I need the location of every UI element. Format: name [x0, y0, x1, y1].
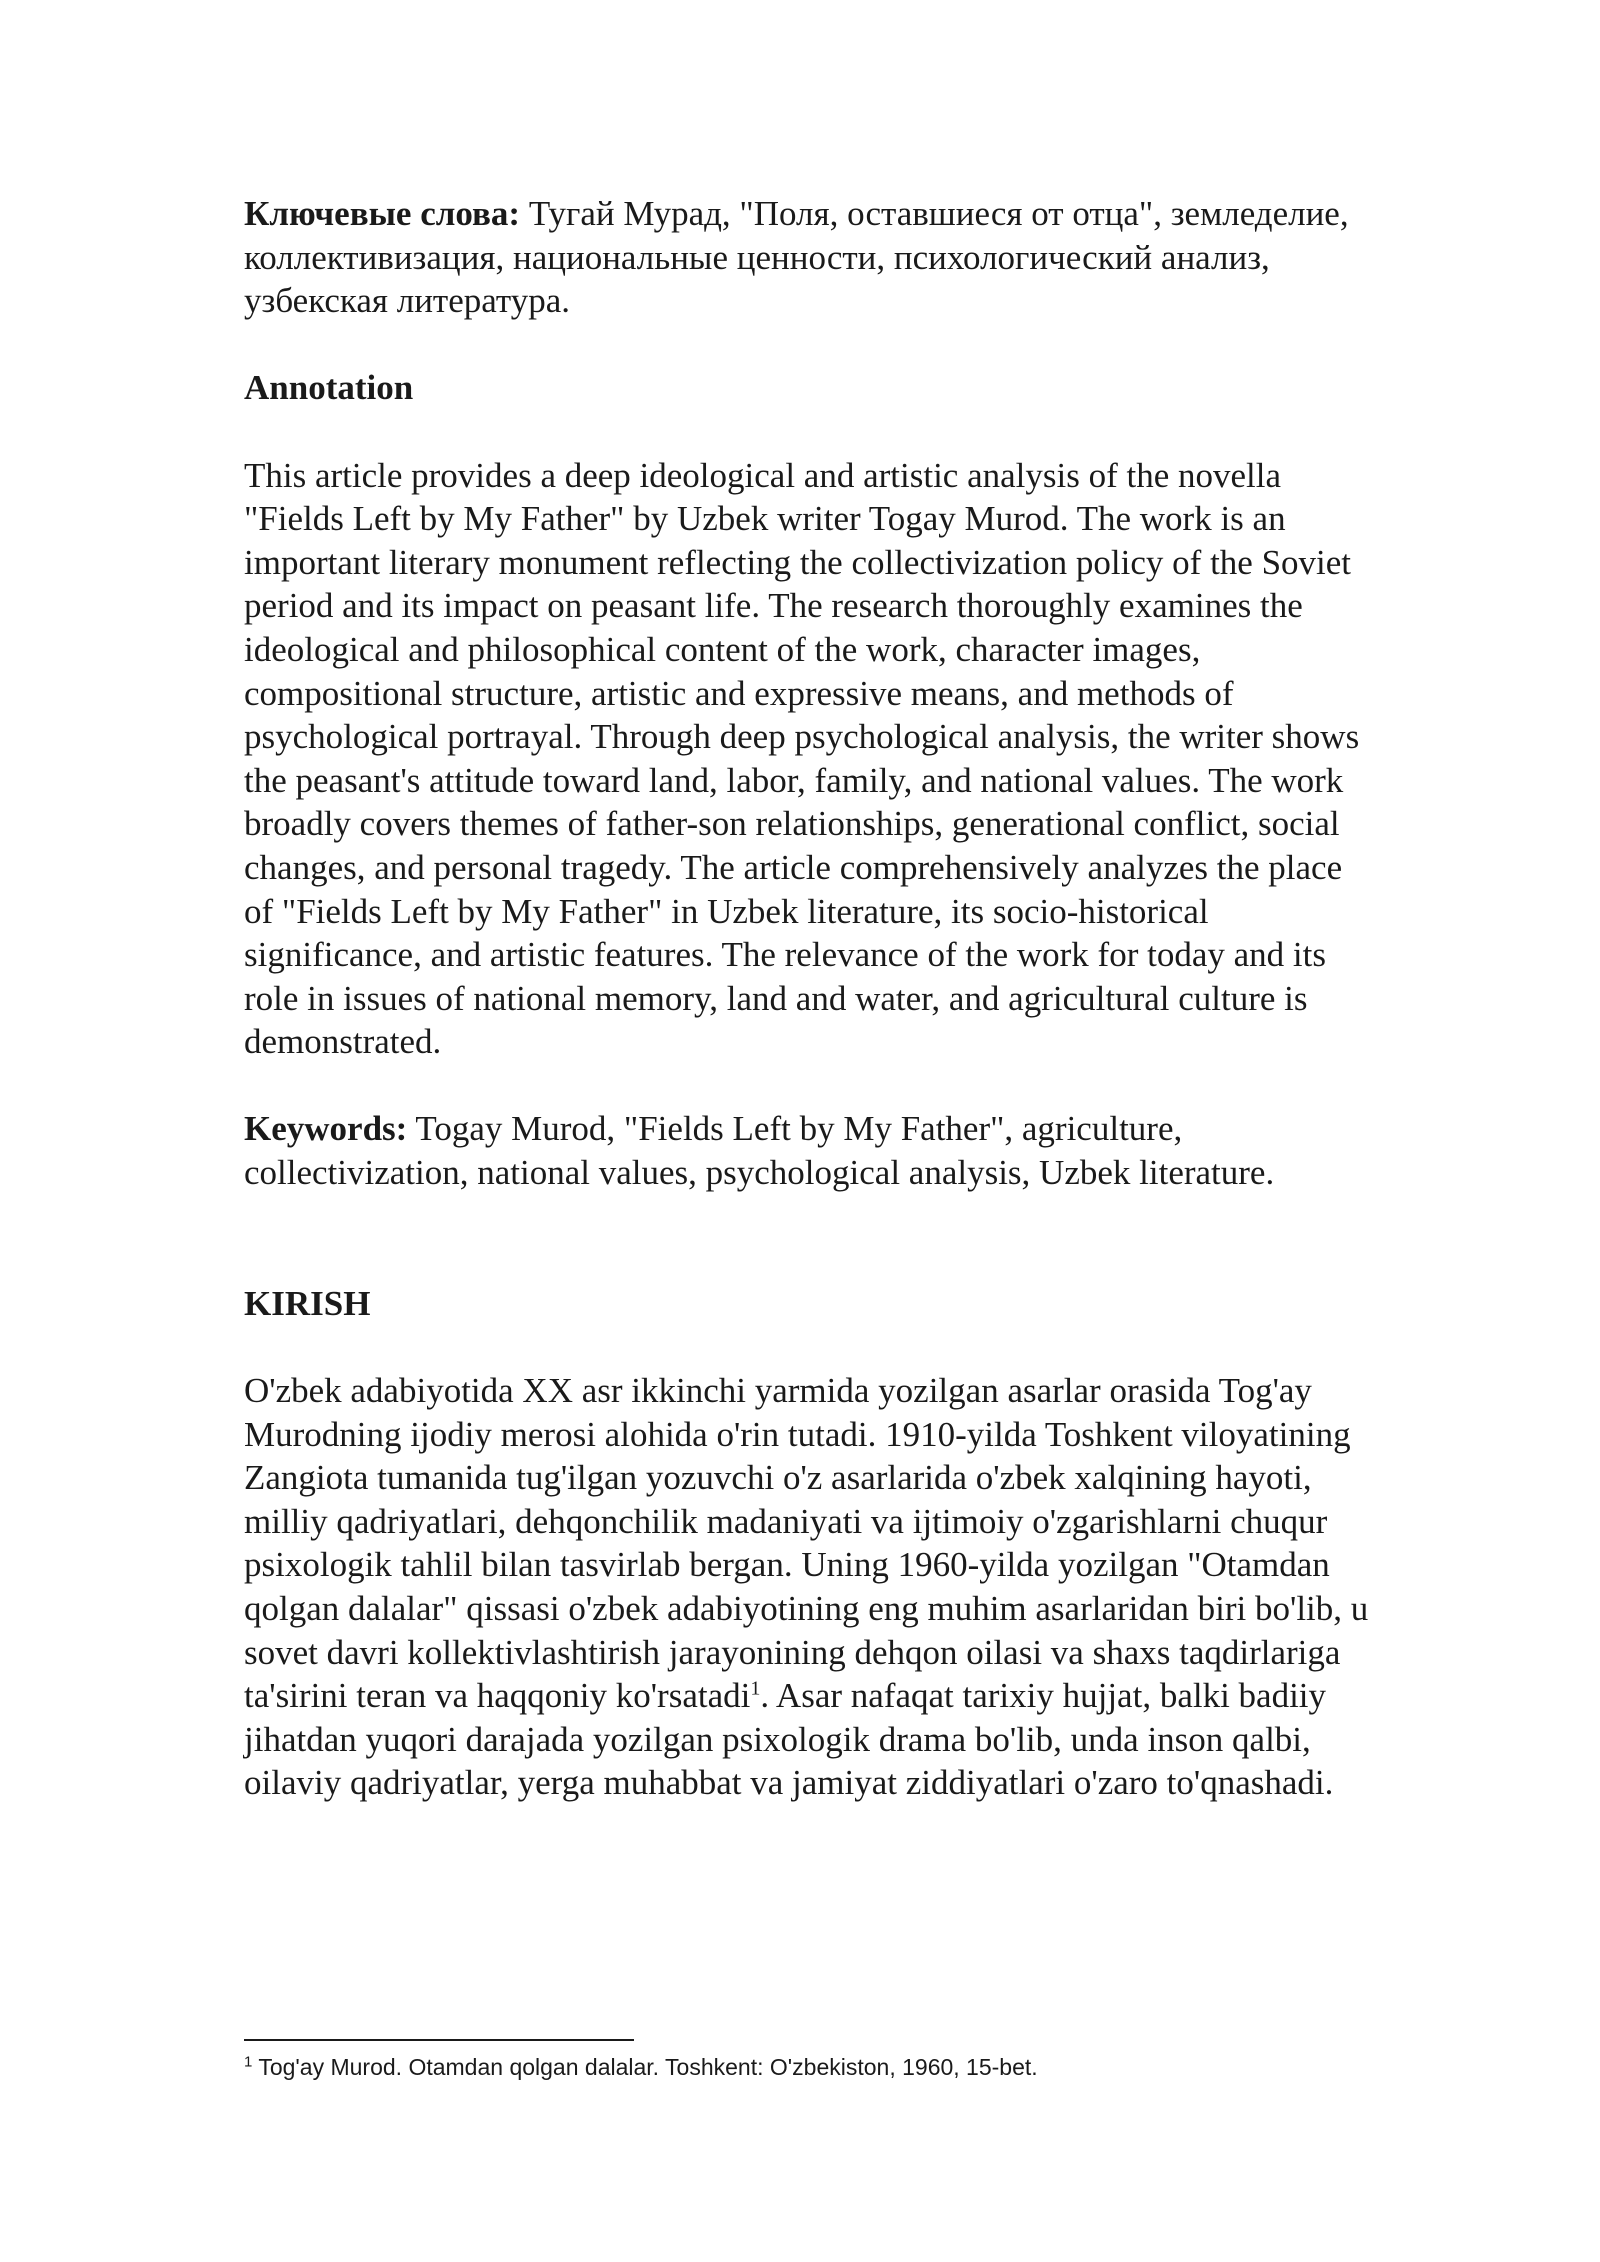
english-keywords-paragraph — [244, 1107, 1374, 1194]
spacer — [244, 1195, 1374, 1282]
kirish-body-part1: O'zbek adabiyotida XX asr ikkinchi yarmida yozilgan asarlar orasida Tog'ay Murodning ijodiy merosi alohida o'rin tutadi. 1910-yilda Toshkent viloyatining Zangiota tumanida tug'ilgan yozuvchi o'z asarlarida o'zbek xalqining hayoti, milliy qadriyatlari, dehqonchilik madaniyati va ijtimoiy o'zgarishlarni chuqur psixologik tahlil bilan tasvirlab bergan. Uning 1960-yilda yozilgan "Otamdan qolgan dalalar" qissasi o'zbek adabiyotining eng muhim asarlaridan biri bo'lib, u sovet davri kollektivlashtirish jarayonining dehqon oilasi va shaxs taqdirlariga ta'sirini teran va haqqoniy ko'rsatadi — [244, 1371, 1369, 1716]
footnote-separator — [244, 2039, 634, 2041]
english-keywords-text: Togay Murod, "Fields Left by My Father", agriculture, collectivization, national values, psychological analysis, Uzbek literature. — [244, 1109, 1275, 1193]
footnote — [244, 2052, 1374, 2082]
spacer — [244, 323, 1374, 367]
page-content — [244, 192, 1374, 1805]
kirish-heading: KIRISH — [244, 1283, 371, 1323]
footnote-reference[interactable]: 1 — [750, 1677, 761, 1700]
russian-keywords-text: Тугай Мурад, "Поля, оставшиеся от отца", земледелие, коллективизация, национальные ценности, психологический анализ, узбекская литература. — [244, 194, 1349, 321]
annotation-body: This article provides a deep ideological and artistic analysis of the novella "Fields Left by My Father" by Uzbek writer Togay Murod. The work is an important literary monument reflecting the collectivization policy of the Soviet period and its impact on peasant life. The research thoroughly examines the ideological and philosophical content of the work, character images, compositional structure, artistic and expressive means, and methods of psychological portrayal. Through deep psychological analysis, the writer shows the peasant's attitude toward land, labor, family, and national values. The work broadly covers themes of father-son relationships, generational conflict, social changes, and personal tragedy. The article comprehensively analyzes the place of "Fields Left by My Father" in Uzbek literature, its socio-historical significance, and artistic features. The relevance of the work for today and its role in issues of national memory, land and water, and agricultural culture is demonstrated. — [244, 455, 1360, 1062]
spacer — [244, 1325, 1374, 1369]
spacer — [244, 1064, 1374, 1108]
spacer — [244, 410, 1374, 454]
footnote-number: 1 — [244, 2053, 253, 2071]
kirish-body — [244, 1369, 1374, 1805]
english-keywords-label: Keywords: — [244, 1109, 408, 1149]
footnote-text: Tog'ay Murod. Otamdan qolgan dalalar. Toshkent: O'zbekiston, 1960, 15-bet. — [252, 2054, 1038, 2080]
kirish-body-part2: . Asar nafaqat tarixiy hujjat, balki badiiy jihatdan yuqori darajada yozilgan psixologik drama bo'lib, unda inson qalbi, oilaviy qadriyatlar, yerga muhabbat va jamiyat ziddiyatlari o'zaro to'qnashadi. — [244, 1676, 1334, 1803]
russian-keywords-paragraph — [244, 192, 1374, 323]
annotation-heading: Annotation — [244, 368, 414, 408]
russian-keywords-label: Ключевые слова: — [244, 194, 521, 233]
